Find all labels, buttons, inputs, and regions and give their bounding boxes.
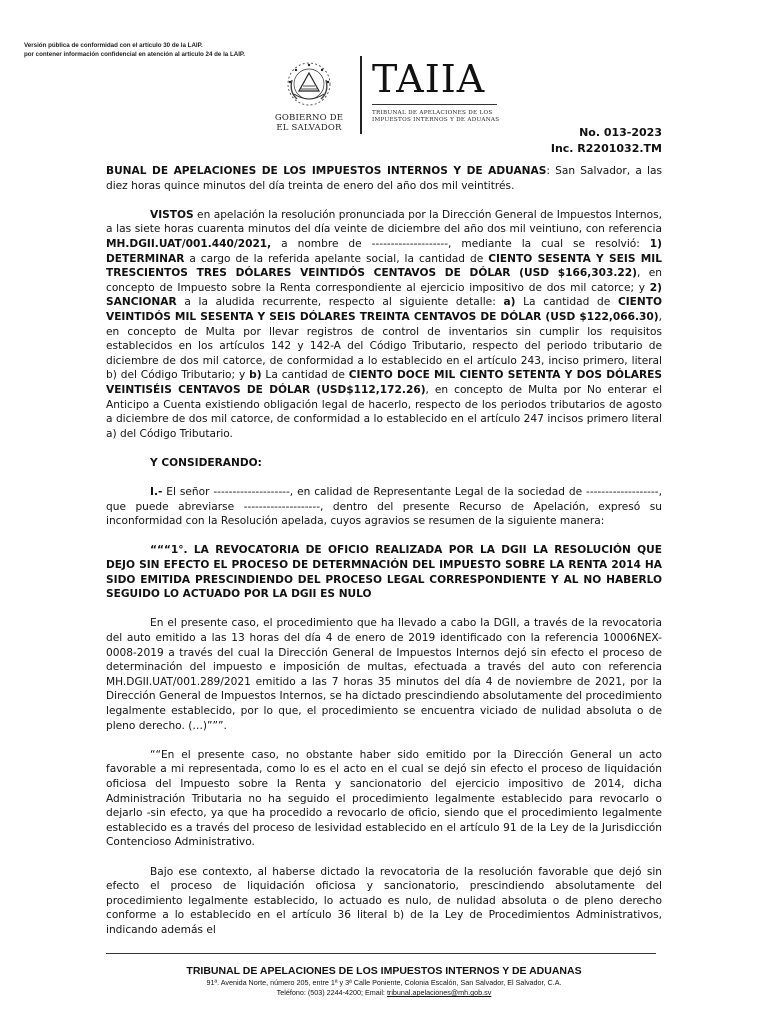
footer-contact: [106, 988, 662, 998]
note-line-2: por contener información confidencial en atención al artículo 24 de la LAIP.: [24, 51, 245, 58]
brand-subtitle: [372, 110, 502, 124]
section-i-text: El señor --------------------, en calidad de Representante Legal de la sociedad de -------------------, que puede abreviarse --------------------, dentro del presente Recurso de Apelación, expresó su inconformidad con la Resolución apelada, cuyos agravios se resumen de la siguiente manera:: [106, 486, 662, 528]
case-number: No. 013-2023: [579, 126, 662, 139]
vistos-text-1: en apelación la resolución pronunciada por la Dirección General de Impuestos Internos, a las siete horas cuarenta minutos del día veinte de diciembre del año dos mil veintiuno, con referencia: [106, 208, 662, 236]
gov-line-2: EL SALVADOR: [276, 122, 342, 133]
paragraph-vistos: [106, 208, 662, 442]
brand-underline: [372, 104, 497, 105]
paragraph-context: Bajo ese contexto, al haberse dictado la revocatoria de la resolución favorable que dejó sin efecto el proceso de liquidación oficiosa y sancionatorio, prescindiendo absolutamente del procedimiento legalmente establecido, lo actuado es nulo, de nulidad absoluta o de pleno derecho conforme a lo establecido en el artículo 36 literal b) de la Ley de Procedimientos Administrativos, indicando además el: [106, 865, 662, 936]
vistos-text-4: , en concepto de Impuesto sobre la Renta correspondiente al ejercicio impositivo de dos mil catorce; y: [106, 267, 662, 294]
item-a-label: a): [503, 296, 516, 309]
opening-text: : San Salvador, a las diez horas quince minutos del día treinta de enero del año dos mil veintitrés.: [106, 165, 663, 192]
section-i-label: I.-: [150, 486, 163, 499]
grievance-heading: “““1°. LA REVOCATORIA DE OFICIO REALIZADA POR LA DGII LA RESOLUCIÓN QUE DEJO SIN EFECTO EL PROCESO DE DETERMNACIÓN DEL IMPUESTO SOBRE LA RENTA 2014 HA SIDO EMITIDA PRESCINDIENDO DEL PROCESO LEGAL CORRESPONDIENTE Y AL NO HABERLO SEGUIDO LO ACTUADO POR LA DGII ES NULO: [106, 544, 662, 601]
considerando-label: Y CONSIDERANDO:: [150, 456, 262, 469]
vistos-text-7: , en concepto de Multa por llevar registros de control de inventarios sin cumplir los requisitos establecidos en los artículos 142 y 142-A del Código Tributario, respecto del periodo tributario de diciembre de dos mil catorce, de conformidad a lo establecido en el artículo 243, inciso primero, literal b) del Código Tributario; y: [106, 310, 662, 382]
brand-subtitle-line-1: TRIBUNAL DE APELACIONES DE LOS: [372, 110, 493, 116]
considerando-heading: [106, 456, 662, 471]
item-b-label: b): [249, 369, 262, 382]
paragraph-procedure: En el presente caso, el procedimiento que ha llevado a cabo la DGII, a través de la revocatoria del auto emitido a las 13 horas del día 4 de enero de 2019 identificado con la referencia 10006NEX-0008-2019 a través del cual la Dirección General de Impuestos Internos dejó sin efecto el proceso de determinación del impuesto e imposición de multas, efectuada a través del auto con referencia MH.DGII.UAT/001.289/2021 emitido a las 7 horas 35 minutos del día 4 de noviembre de 2021, por la Dirección General de Impuestos Internos, se ha dictado prescindiendo absolutamente del procedimiento legalmente establecido, por lo que, el procedimiento se encuentra viciado de nulidad absoluta o de pleno derecho. (…)”””.: [106, 617, 662, 732]
amount-2: CIENTO VEINTIDÓS MIL SESENTA Y SEIS DÓLARES TREINTA CENTAVOS DE DÓLAR (USD $122,066.30): [106, 296, 662, 323]
amount-1: CIENTO SESENTA Y SEIS MIL TRESCIENTOS TRES DÓLARES VEINTIDÓS CENTAVOS DE DÓLAR (USD $166,303.22): [106, 252, 662, 280]
determinar-label: 1) DETERMINAR: [106, 237, 662, 265]
brand-subtitle-line-2: IMPUESTOS INTERNOS Y DE ADUANAS: [372, 117, 500, 123]
tribunal-name: BUNAL DE APELACIONES DE LOS IMPUESTOS INTERNOS Y DE ADUANAS: [106, 165, 547, 177]
footer-title: TRIBUNAL DE APELACIONES DE LOS IMPUESTOS INTERNOS Y DE ADUANAS: [186, 965, 582, 977]
vistos-text-2: a nombre de --------------------, mediante la cual se resolvió:: [271, 237, 650, 250]
footer: [106, 965, 662, 998]
vistos-text-3: a cargo de la referida apelante social, la cantidad de: [184, 252, 489, 265]
paragraph-i: [106, 485, 662, 529]
brand-logo-text: TAIIA: [372, 57, 486, 101]
amount-3: CIENTO DOCE MIL CIENTO SETENTA Y DOS DÓLARES VEINTISÉIS CENTAVOS DE DÓLAR (USD$112,172.26): [106, 369, 662, 396]
confidentiality-note: [24, 41, 245, 59]
document-body: [106, 164, 662, 952]
vistos-text-8: La cantidad de: [261, 369, 349, 382]
footer-email-link[interactable]: tribunal.apelaciones@mh.gob.sv: [386, 988, 492, 997]
case-reference: [551, 125, 662, 157]
sancionar-label: 2) SANCIONAR: [106, 281, 662, 309]
vistos-text-9: , en concepto de Multa por No enterar el Anticipo a Cuenta existiendo obligación legal de hacerlo, respecto de los periodos tributarios de agosto a diciembre de dos mil catorce, de conformidad a lo establecido en el artículo 247 incisos primero literal a) del Código Tributario.: [106, 383, 663, 440]
footer-phone: Teléfono: (503) 2244-4200; Email:: [276, 988, 387, 997]
case-inc: Inc. R2201032.TM: [550, 142, 662, 155]
gov-line-1: GOBIERNO DE: [274, 113, 344, 123]
note-line-1: Versión pública de conformidad con el artículo 30 de la LAIP.: [24, 42, 203, 49]
government-label: [262, 114, 356, 133]
vistos-text-5: a la aludida recurrente, respecto al siguiente detalle:: [176, 296, 504, 309]
vistos-label: VISTOS: [150, 208, 194, 221]
resolution-ref: MH.DGII.UAT/001.440/2021,: [106, 237, 272, 250]
vistos-text-6: La cantidad de: [515, 296, 618, 309]
logo-divider: [360, 56, 362, 134]
paragraph-opening: [106, 164, 662, 193]
footer-divider: [106, 953, 656, 954]
footer-address: 91ª. Avenida Norte, número 205, entre 1ª y 3ª Calle Poniente, Colonia Escalón, San Salvador, El Salvador, C.A.: [206, 978, 562, 987]
paragraph-favorable-act: ““En el presente caso, no obstante haber sido emitido por la Dirección General un acto favorable a mi representada, como lo es el acto en el cual se dejó sin efecto el proceso de liquidación oficiosa del Impuesto sobre la Renta y sancionatorio del ejercicio impositivo de 2014, dicha Administración Tributaria no ha seguido el procedimiento legalmente establecido para revocarlo o dejarlo -sin efecto, ya que ha procedido a revocarlo de oficio, siendo que el procedimiento legalmente establecido es a través del proceso de lesividad establecido en el artículo 91 de la Ley de la Jurisdicción Contencioso Administrativo.: [106, 748, 662, 849]
